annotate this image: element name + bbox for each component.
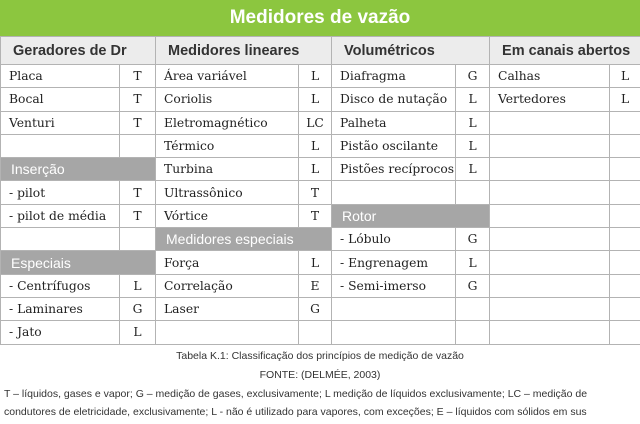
meter-name-cell: Pistões recíprocos [332,158,456,181]
fluid-code-cell: G [456,274,490,297]
meter-name-cell [1,228,120,251]
meter-name-cell: Térmico [156,134,299,157]
table-row [1,251,640,274]
meter-name-cell: Vórtice [156,204,299,227]
legend-line-2: condutores de eletricidade, exclusivamente; L - não é utilizado para vapores, com exceções; E – líquidos com sólidos em sus [4,406,587,418]
header-volumetricos: Volumétricos [332,37,490,65]
group-header-cell: Especiais [1,251,156,274]
meter-name-cell: Vertedores [490,88,610,111]
fluid-code-cell: T [120,111,156,134]
meter-name-cell: - Lóbulo [332,228,456,251]
fluid-code-cell: T [299,181,332,204]
meter-name-cell: Venturi [1,111,120,134]
fluid-code-cell: L [456,134,490,157]
fluid-code-cell: E [299,274,332,297]
table-row [1,88,640,111]
fluid-code-cell: T [120,204,156,227]
meter-name-cell: - Laminares [1,297,120,320]
meter-name-cell: Turbina [156,158,299,181]
fluid-code-cell: L [456,88,490,111]
header-lineares: Medidores lineares [156,37,332,65]
meter-name-cell: Laser [156,297,299,320]
fluid-code-cell: G [299,297,332,320]
fluid-code-cell [610,134,640,157]
fluid-code-cell: L [120,321,156,344]
fluid-code-cell: L [299,158,332,181]
table-source: FONTE: (DELMÉE, 2003) [259,369,381,381]
meter-name-cell [1,134,120,157]
fluid-code-cell: L [456,251,490,274]
fluid-code-cell: L [610,65,640,88]
fluid-code-cell: L [456,111,490,134]
fluid-code-cell: T [299,204,332,227]
table-row [1,228,640,251]
meter-name-cell [332,181,456,204]
table-title-banner: Medidores de vazão [0,0,640,36]
fluid-code-cell: T [120,65,156,88]
meter-name-cell [490,204,610,227]
meter-name-cell [156,321,299,344]
meter-name-cell: Área variável [156,65,299,88]
fluid-code-cell: L [299,134,332,157]
header-geradores: Geradores de Dr [1,37,156,65]
meter-name-cell: Correlação [156,274,299,297]
table-row [1,274,640,297]
meter-name-cell: - Jato [1,321,120,344]
table-row [1,321,640,344]
fluid-code-cell [120,228,156,251]
meter-name-cell: Pistão oscilante [332,134,456,157]
legend-line-1: T – líquidos, gases e vapor; G – medição de gases, exclusivamente; L medição de líquidos exclusivamente; LC – medição de [4,388,588,400]
table-row [1,204,640,227]
table-row [1,111,640,134]
header-canais-abertos: Em canais abertos [490,37,640,65]
table-row [1,158,640,181]
meter-name-cell [332,297,456,320]
header-row [1,37,640,65]
fluid-code-cell [610,204,640,227]
fluid-code-cell [610,274,640,297]
meter-name-cell [490,158,610,181]
fluid-code-cell: L [456,158,490,181]
meter-name-cell [490,297,610,320]
fluid-code-cell [610,297,640,320]
fluid-code-cell: LC [299,111,332,134]
meter-name-cell: - Centrífugos [1,274,120,297]
meter-name-cell [490,134,610,157]
meter-name-cell [490,274,610,297]
meter-name-cell: Bocal [1,88,120,111]
meter-name-cell: - pilot de média [1,204,120,227]
table-row [1,65,640,88]
fluid-code-cell: G [120,297,156,320]
fluid-code-cell [610,111,640,134]
fluid-code-cell [610,228,640,251]
meter-name-cell [490,111,610,134]
fluid-code-cell: L [299,251,332,274]
meter-name-cell [490,251,610,274]
meter-name-cell: Placa [1,65,120,88]
fluid-code-cell: L [299,65,332,88]
table-body [1,65,640,345]
meter-name-cell: Força [156,251,299,274]
fluid-code-cell [610,158,640,181]
meter-name-cell: Palheta [332,111,456,134]
meter-name-cell: Ultrassônico [156,181,299,204]
meter-name-cell: Disco de nutação [332,88,456,111]
fluid-code-cell [610,181,640,204]
table-row [1,134,640,157]
meter-name-cell: Coriolis [156,88,299,111]
fluid-code-cell: G [456,228,490,251]
meter-name-cell: - pilot [1,181,120,204]
table-row [1,297,640,320]
fluid-code-cell [610,321,640,344]
meter-name-cell [490,181,610,204]
fluid-code-cell: L [120,274,156,297]
meter-name-cell: Eletromagnético [156,111,299,134]
meter-name-cell: - Semi-imerso [332,274,456,297]
group-header-cell: Rotor [332,204,490,227]
meter-name-cell [490,321,610,344]
fluid-code-cell [299,321,332,344]
group-header-cell: Medidores especiais [156,228,332,251]
group-header-cell: Inserção [1,158,156,181]
fluid-code-cell [610,251,640,274]
fluid-code-cell: G [456,65,490,88]
meter-name-cell: - Engrenagem [332,251,456,274]
meter-name-cell [490,228,610,251]
table-caption: Tabela K.1: Classificação dos princípios de medição de vazão [176,350,464,362]
table-row [1,181,640,204]
fluid-code-cell [456,321,490,344]
flow-meter-classification-table [0,36,640,345]
fluid-code-cell [456,181,490,204]
fluid-code-cell [456,297,490,320]
meter-name-cell [332,321,456,344]
fluid-code-cell: T [120,181,156,204]
fluid-code-cell: L [299,88,332,111]
fluid-code-cell [120,134,156,157]
meter-name-cell: Calhas [490,65,610,88]
fluid-code-cell: T [120,88,156,111]
meter-name-cell: Diafragma [332,65,456,88]
fluid-code-cell: L [610,88,640,111]
